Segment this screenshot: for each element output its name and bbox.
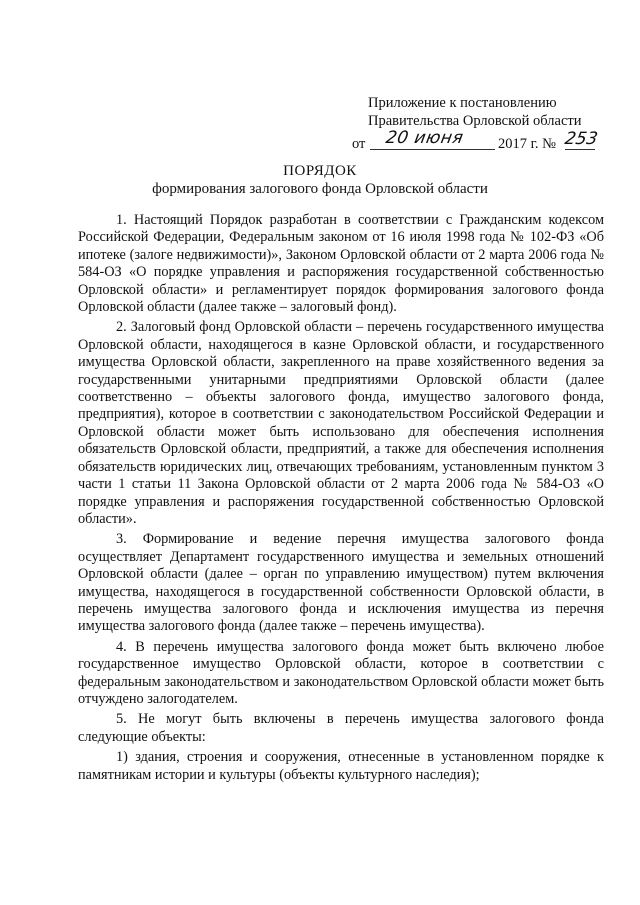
appendix-line-1: Приложение к постановлению	[368, 95, 557, 111]
date-number-row	[352, 128, 602, 153]
from-prefix: от	[352, 136, 366, 152]
document-body	[78, 212, 604, 787]
appendix-line-2: Правительства Орловской области	[368, 113, 582, 129]
handwritten-date: 20 июня	[384, 128, 466, 148]
paragraph-3: 3. Формирование и ведение перечня имущества залогового фонда осуществляет Департамент государственного имущества и земельных отношений Орловской области (далее – орган по управлению имуществом) путем включения имущества, находящегося в государственной собственности Орловской области, в перечень имущества залогового фонда и исключения имущества из перечня имущества залогового фонда (далее также – перечень имущества).	[78, 531, 604, 635]
document-title: ПОРЯДОК	[283, 163, 357, 179]
paragraph-2: 2. Залоговый фонд Орловской области – перечень государственного имущества Орловской области, находящегося в казне Орловской области, и государственного имущества Орловской области, закрепленного на праве хозяйственного ведения за государственными унитарными предприятиями Орловской области (далее соответственно – объекты залогового фонда, имущество залогового фонда, предприятия), которое в соответствии с законодательством Российской Федерации и Орловской области может быть использовано для обеспечения исполнения обязательств Орловской области, предприятий, а также для обеспечения исполнения обязательств юридических лиц, отвечающих требованиям, установленным пунктом 3 части 1 статьи 11 Закона Орловской области от 2 марта 2006 года № 584-ОЗ «О порядке управления и распоряжения государственной собственностью Орловской области».	[78, 319, 604, 527]
paragraph-5-item-1: 1) здания, строения и сооружения, отнесенные в установленном порядке к памятникам истории и культуры (объекты культурного наследия);	[78, 749, 604, 783]
handwritten-number: 253	[563, 129, 600, 149]
paragraph-1: 1. Настоящий Порядок разработан в соответствии с Гражданским кодексом Российской Федерации, Федеральным законом от 16 июля 1998 года № 102-ФЗ «Об ипотеке (залоге недвижимости)», Законом Орловской области от 2 марта 2006 года № 584-ОЗ «О порядке управления и распоряжения государственной собственностью Орловской области» и регламентирует порядок формирования залогового фонда Орловской области (далее также – залоговый фонд).	[78, 212, 604, 316]
document-subtitle: формирования залогового фонда Орловской области	[152, 181, 488, 197]
paragraph-5: 5. Не могут быть включены в перечень имущества залогового фонда следующие объекты:	[78, 711, 604, 745]
appendix-header	[352, 94, 602, 153]
paragraph-4: 4. В перечень имущества залогового фонда может быть включено любое государственное имущество Орловской области, которое в соответствии с федеральным законодательством и законодательством Орловской области может быть отчуждено залогодателем.	[78, 638, 604, 707]
number-underline	[565, 149, 595, 150]
year-text: 2017 г. №	[498, 136, 557, 152]
date-underline	[370, 149, 495, 150]
